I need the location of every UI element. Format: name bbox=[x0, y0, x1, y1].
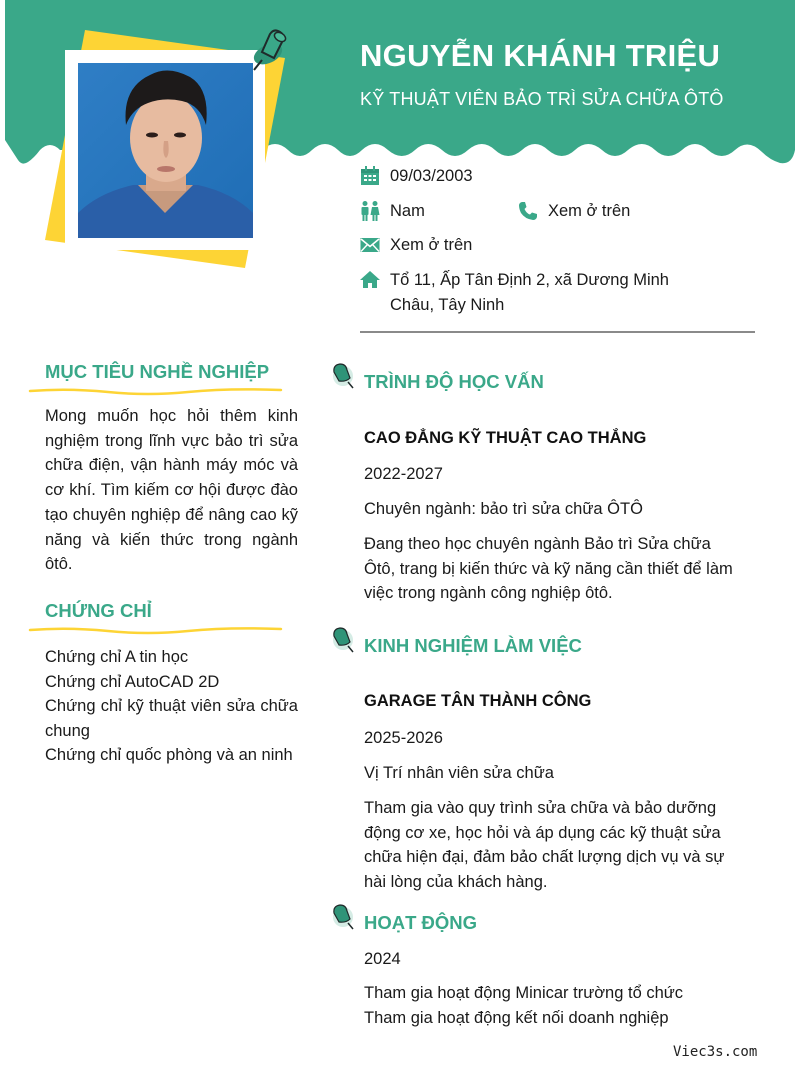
certificate-item: Chứng chỉ kỹ thuật viên sửa chữa chung bbox=[45, 697, 298, 740]
candidate-name: NGUYỄN KHÁNH TRIỆU bbox=[360, 38, 721, 73]
experience-company: GARAGE TÂN THÀNH CÔNG bbox=[364, 692, 592, 710]
education-period: 2022-2027 bbox=[364, 465, 443, 483]
contact-divider bbox=[360, 331, 755, 333]
certificates-heading: CHỨNG CHỈ bbox=[45, 600, 152, 621]
squiggle-divider bbox=[28, 386, 283, 398]
phone-icon bbox=[518, 201, 538, 221]
contact-address bbox=[360, 268, 669, 318]
objective-heading: MỤC TIÊU NGHỀ NGHIỆP bbox=[45, 361, 270, 382]
address-value bbox=[390, 268, 669, 318]
pushpin-icon bbox=[330, 362, 356, 390]
education-description: Đang theo học chuyên ngành Bảo trì Sửa chữa Ôtô, trang bị kiến thức và kỹ năng cần thiết để làm việc trong ngành công nghiệp ôtô. bbox=[364, 535, 733, 603]
experience-period: 2025-2026 bbox=[364, 729, 443, 747]
experience-position: Vị Trí nhân viên sửa chữa bbox=[364, 764, 554, 782]
contact-birthday bbox=[360, 164, 473, 189]
gender-icon bbox=[360, 201, 380, 221]
activities-heading: HOẠT ĐỘNG bbox=[364, 912, 478, 933]
activity-item: Tham gia hoạt động Minicar trường tổ chức bbox=[364, 984, 684, 1002]
address-line-2: Châu, Tây Ninh bbox=[390, 296, 505, 314]
calendar-icon bbox=[360, 166, 380, 186]
education-heading: TRÌNH ĐỘ HỌC VẤN bbox=[364, 371, 544, 392]
education-major: Chuyên ngành: bảo trì sửa chữa ÔTÔ bbox=[364, 500, 643, 518]
pushpin-icon bbox=[330, 626, 356, 654]
birthday-value: 09/03/2003 bbox=[390, 167, 473, 185]
certificate-item: Chứng chỉ AutoCAD 2D bbox=[45, 672, 220, 691]
phone-value: Xem ở trên bbox=[548, 202, 631, 220]
certificate-item: Chứng chỉ A tin học bbox=[45, 648, 189, 666]
pushpin-icon bbox=[330, 903, 356, 931]
email-icon bbox=[360, 235, 380, 255]
activities-year: 2024 bbox=[364, 950, 401, 968]
objective-text: Mong muốn học hỏi thêm kinh nghiệm trong lĩnh vực bảo trì sửa chữa điện, vận hành máy móc và cơ khí. Tìm kiếm cơ hội được đào tạo chuyên nghiệp để nâng cao kỹ năng và kiến thức trong ngành ôtô. bbox=[45, 407, 298, 574]
gender-value: Nam bbox=[390, 202, 425, 220]
experience-heading: KINH NGHIỆM LÀM VIỆC bbox=[364, 635, 582, 656]
squiggle-divider bbox=[28, 625, 283, 637]
contact-phone bbox=[518, 199, 630, 224]
education-school: CAO ĐẲNG KỸ THUẬT CAO THẮNG bbox=[364, 429, 647, 447]
job-title: KỸ THUẬT VIÊN BẢO TRÌ SỬA CHỮA ÔTÔ bbox=[360, 89, 724, 109]
experience-description: Tham gia vào quy trình sửa chữa và bảo dưỡng động cơ xe, học hỏi và áp dụng các kỹ thuật sửa chữa hiện đại, đảm bảo chất lượng dịch vụ và sự hài lòng của khách hàng. bbox=[364, 799, 725, 892]
certificate-item: Chứng chỉ quốc phòng và an ninh bbox=[45, 746, 293, 765]
watermark: Viec3s.com bbox=[673, 1044, 758, 1060]
email-value: Xem ở trên bbox=[390, 236, 473, 254]
contact-email bbox=[360, 233, 472, 258]
activity-item: Tham gia hoạt động kết nối doanh nghiệp bbox=[364, 1008, 669, 1027]
certificates-list bbox=[45, 645, 298, 768]
activities-list bbox=[364, 981, 744, 1030]
pushpin-icon bbox=[248, 24, 290, 72]
contact-gender bbox=[360, 199, 425, 224]
avatar bbox=[78, 63, 253, 238]
address-line-1: Tổ 11, Ấp Tân Định 2, xã Dương Minh bbox=[390, 271, 669, 289]
home-icon bbox=[360, 270, 380, 290]
